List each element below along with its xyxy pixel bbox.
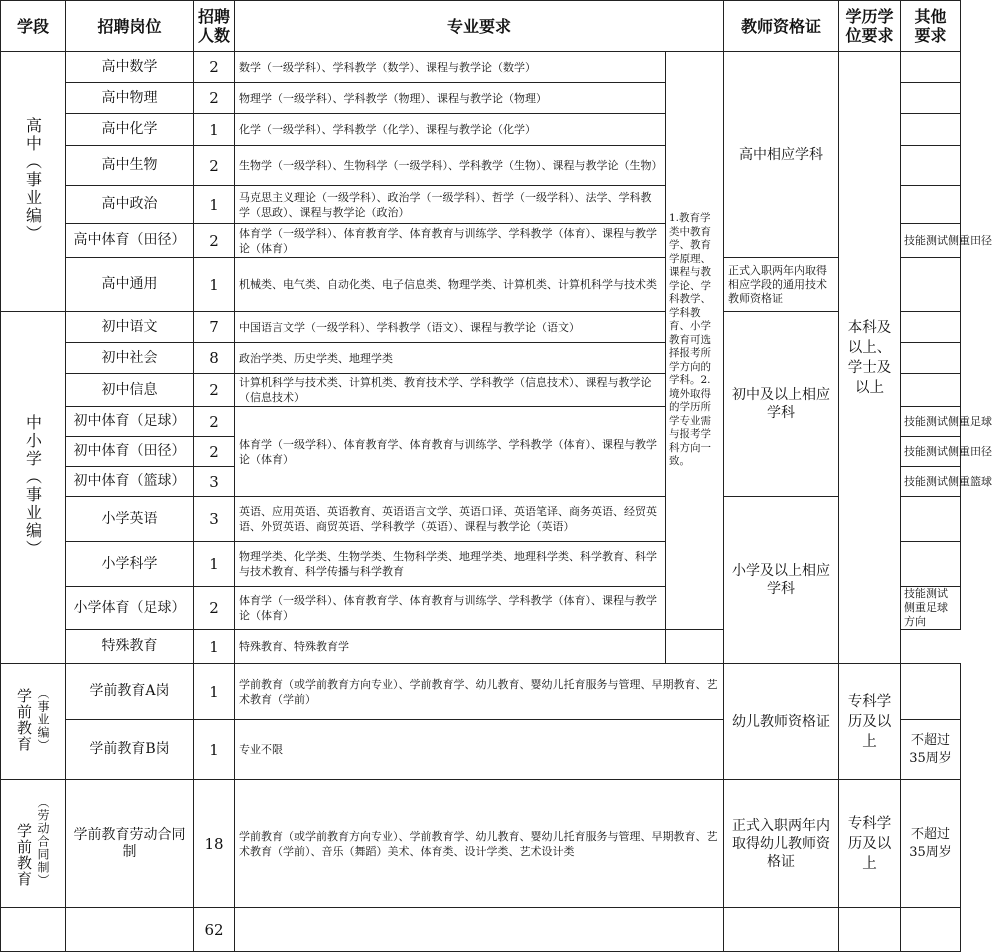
other-cell: 技能测试侧重田径: [901, 437, 961, 467]
other-cell: 技能测试侧重足球: [901, 407, 961, 437]
count-cell: 2: [194, 224, 235, 258]
major-cell: 政治学类、历史学类、地理学类: [235, 343, 666, 374]
other-cell: [901, 186, 961, 224]
total-blank: [1, 908, 66, 952]
count-cell: 1: [194, 720, 235, 780]
header-cert: 教师资格证: [724, 1, 839, 52]
other-cell: [901, 83, 961, 114]
major-cell: 物理学（一级学科）、学科教学（物理）、课程与教学论（物理）: [235, 83, 666, 114]
major-cell: 体育学（一级学科）、体育教育学、体育教育与训练学、学科教学（体育）、课程与教学论（体育）: [235, 224, 666, 258]
position-cell: 初中体育（田径）: [66, 437, 194, 467]
position-cell: 高中物理: [66, 83, 194, 114]
header-row: [1, 1, 961, 52]
header-major: 专业要求: [235, 1, 724, 52]
count-cell: 7: [194, 312, 235, 343]
edu-college-1: 专科学历及以上: [839, 664, 901, 780]
position-cell: 高中通用: [66, 258, 194, 312]
header-stage: 学段: [1, 1, 66, 52]
position-cell: 高中生物: [66, 146, 194, 186]
position-cell: 高中体育（田径）: [66, 224, 194, 258]
count-cell: 1: [194, 630, 235, 664]
edu-bachelor: 本科及以上、学士及以上: [839, 52, 901, 664]
major-cell: 英语、应用英语、英语教育、英语语言文学、英语口译、英语笔译、商务英语、经贸英语、外贸英语、商贸英语、学科教学（英语）、课程与教学论（英语）: [235, 497, 666, 542]
cert-kinder: 幼儿教师资格证: [724, 664, 839, 780]
other-cell: [901, 312, 961, 343]
position-cell: 高中政治: [66, 186, 194, 224]
count-cell: 1: [194, 186, 235, 224]
header-other: 其他要求: [901, 1, 961, 52]
other-cell: [901, 374, 961, 407]
count-cell: 1: [194, 114, 235, 146]
other-cell: 技能测试侧重篮球: [901, 467, 961, 497]
count-cell: 18: [194, 780, 235, 908]
position-cell: 初中体育（足球）: [66, 407, 194, 437]
section-high: 高中（事业编）: [1, 52, 66, 312]
header-edu: 学历学位要求: [839, 1, 901, 52]
table-row: [1, 497, 961, 542]
major-cell: 体育学（一级学科）、体育教育学、体育教育与训练学、学科教学（体育）、课程与教学论（体育）: [235, 407, 666, 497]
position-cell: 学前教育A岗: [66, 664, 194, 720]
other-cell: [901, 52, 961, 83]
major-cell: 计算机科学与技术类、计算机类、教育技术学、学科教学（信息技术）、课程与教学论（信息技术）: [235, 374, 666, 407]
other-cell: [901, 664, 961, 720]
other-cell: 不超过35周岁: [901, 780, 961, 908]
other-cell: [901, 146, 961, 186]
header-count: 招聘人数: [194, 1, 235, 52]
count-cell: 8: [194, 343, 235, 374]
position-cell: 高中化学: [66, 114, 194, 146]
other-cell: [666, 630, 724, 664]
other-cell: 技能测试侧重足球方向: [901, 587, 961, 630]
major-cell: 中国语言文学（一级学科）、学科教学（语文）、课程与教学论（语文）: [235, 312, 666, 343]
major-cell: 物理学类、化学类、生物学类、生物科学类、地理学类、地理科学类、科学教育、科学与技术教育、科学传播与科学教育: [235, 542, 666, 587]
count-cell: 2: [194, 52, 235, 83]
table-row: [1, 664, 961, 720]
table-row: [1, 780, 961, 908]
table-row: [1, 258, 961, 312]
total-blank: [66, 908, 194, 952]
other-cell: [901, 114, 961, 146]
position-cell: 学前教育劳动合同制: [66, 780, 194, 908]
major-cell: 特殊教育、特殊教育学: [235, 630, 666, 664]
count-cell: 2: [194, 407, 235, 437]
position-cell: 初中信息: [66, 374, 194, 407]
position-cell: 小学体育（足球）: [66, 587, 194, 630]
major-cell: 学前教育（或学前教育方向专业）、学前教育学、幼儿教育、婴幼儿托育服务与管理、早期教育、艺术教育（学前）、音乐（舞蹈）美术、体育类、设计学类、艺术设计类: [235, 780, 724, 908]
position-cell: 初中体育（篮球）: [66, 467, 194, 497]
count-cell: 1: [194, 258, 235, 312]
cert-high: 高中相应学科: [724, 52, 839, 258]
total-row: [1, 908, 961, 952]
count-cell: 2: [194, 437, 235, 467]
count-cell: 3: [194, 467, 235, 497]
other-cell: 技能测试侧重田径: [901, 224, 961, 258]
major-note: 1.教育学类中教育学、教育学原理、课程与教学论、学科教学、学科教育、小学教育可选择报考所学方向的学科。2.境外取得的学历所学专业需与报考学科方向一致。: [666, 52, 724, 630]
position-cell: 初中社会: [66, 343, 194, 374]
position-cell: 特殊教育: [66, 630, 194, 664]
count-cell: 2: [194, 83, 235, 114]
other-cell: [901, 497, 961, 542]
major-cell: 体育学（一级学科）、体育教育学、体育教育与训练学、学科教学（体育）、课程与教学论（体育）: [235, 587, 666, 630]
count-cell: 1: [194, 542, 235, 587]
total-blank: [724, 908, 839, 952]
edu-college-2: 专科学历及以上: [839, 780, 901, 908]
other-cell: 不超过35周岁: [901, 720, 961, 780]
total-blank: [839, 908, 901, 952]
position-cell: 小学科学: [66, 542, 194, 587]
major-cell: 生物学（一级学科）、生物科学（一级学科）、学科教学（生物）、课程与教学论（生物）: [235, 146, 666, 186]
table-row: [1, 52, 961, 83]
cert-primary: 小学及以上相应学科: [724, 497, 839, 664]
other-cell: [901, 258, 961, 312]
table-row: [1, 312, 961, 343]
major-cell: 机械类、电气类、自动化类、电子信息类、物理学类、计算机类、计算机科学与技术类: [235, 258, 666, 312]
header-position: 招聘岗位: [66, 1, 194, 52]
count-cell: 3: [194, 497, 235, 542]
position-cell: 小学英语: [66, 497, 194, 542]
total-count: 62: [194, 908, 235, 952]
total-blank: [901, 908, 961, 952]
major-cell: 马克思主义理论（一级学科）、政治学（一级学科）、哲学（一级学科）、法学、学科教学（思政）、课程与教学论（政治）: [235, 186, 666, 224]
position-cell: 高中数学: [66, 52, 194, 83]
total-blank: [235, 908, 724, 952]
section-pre-contract: 学前教育 （劳动合同制）: [1, 780, 66, 908]
other-cell: [901, 542, 961, 587]
position-cell: 初中语文: [66, 312, 194, 343]
position-cell: 学前教育B岗: [66, 720, 194, 780]
major-cell: 学前教育（或学前教育方向专业）、学前教育学、幼儿教育、婴幼儿托育服务与管理、早期教育、艺术教育（学前）: [235, 664, 724, 720]
section-pre-staff: 学前教育 （事业编）: [1, 664, 66, 780]
major-cell: 数学（一级学科）、学科教学（数学）、课程与教学论（数学）: [235, 52, 666, 83]
cert-junior: 初中及以上相应学科: [724, 312, 839, 497]
major-cell: 化学（一级学科）、学科教学（化学）、课程与教学论（化学）: [235, 114, 666, 146]
count-cell: 2: [194, 587, 235, 630]
other-cell: [901, 343, 961, 374]
count-cell: 1: [194, 664, 235, 720]
count-cell: 2: [194, 146, 235, 186]
cert-general-tech: 正式入职两年内取得相应学段的通用技术教师资格证: [724, 258, 839, 312]
cert-contract: 正式入职两年内取得幼儿教师资格证: [724, 780, 839, 908]
major-cell: 专业不限: [235, 720, 724, 780]
section-mid: 中小学（事业编）: [1, 312, 66, 664]
count-cell: 2: [194, 374, 235, 407]
